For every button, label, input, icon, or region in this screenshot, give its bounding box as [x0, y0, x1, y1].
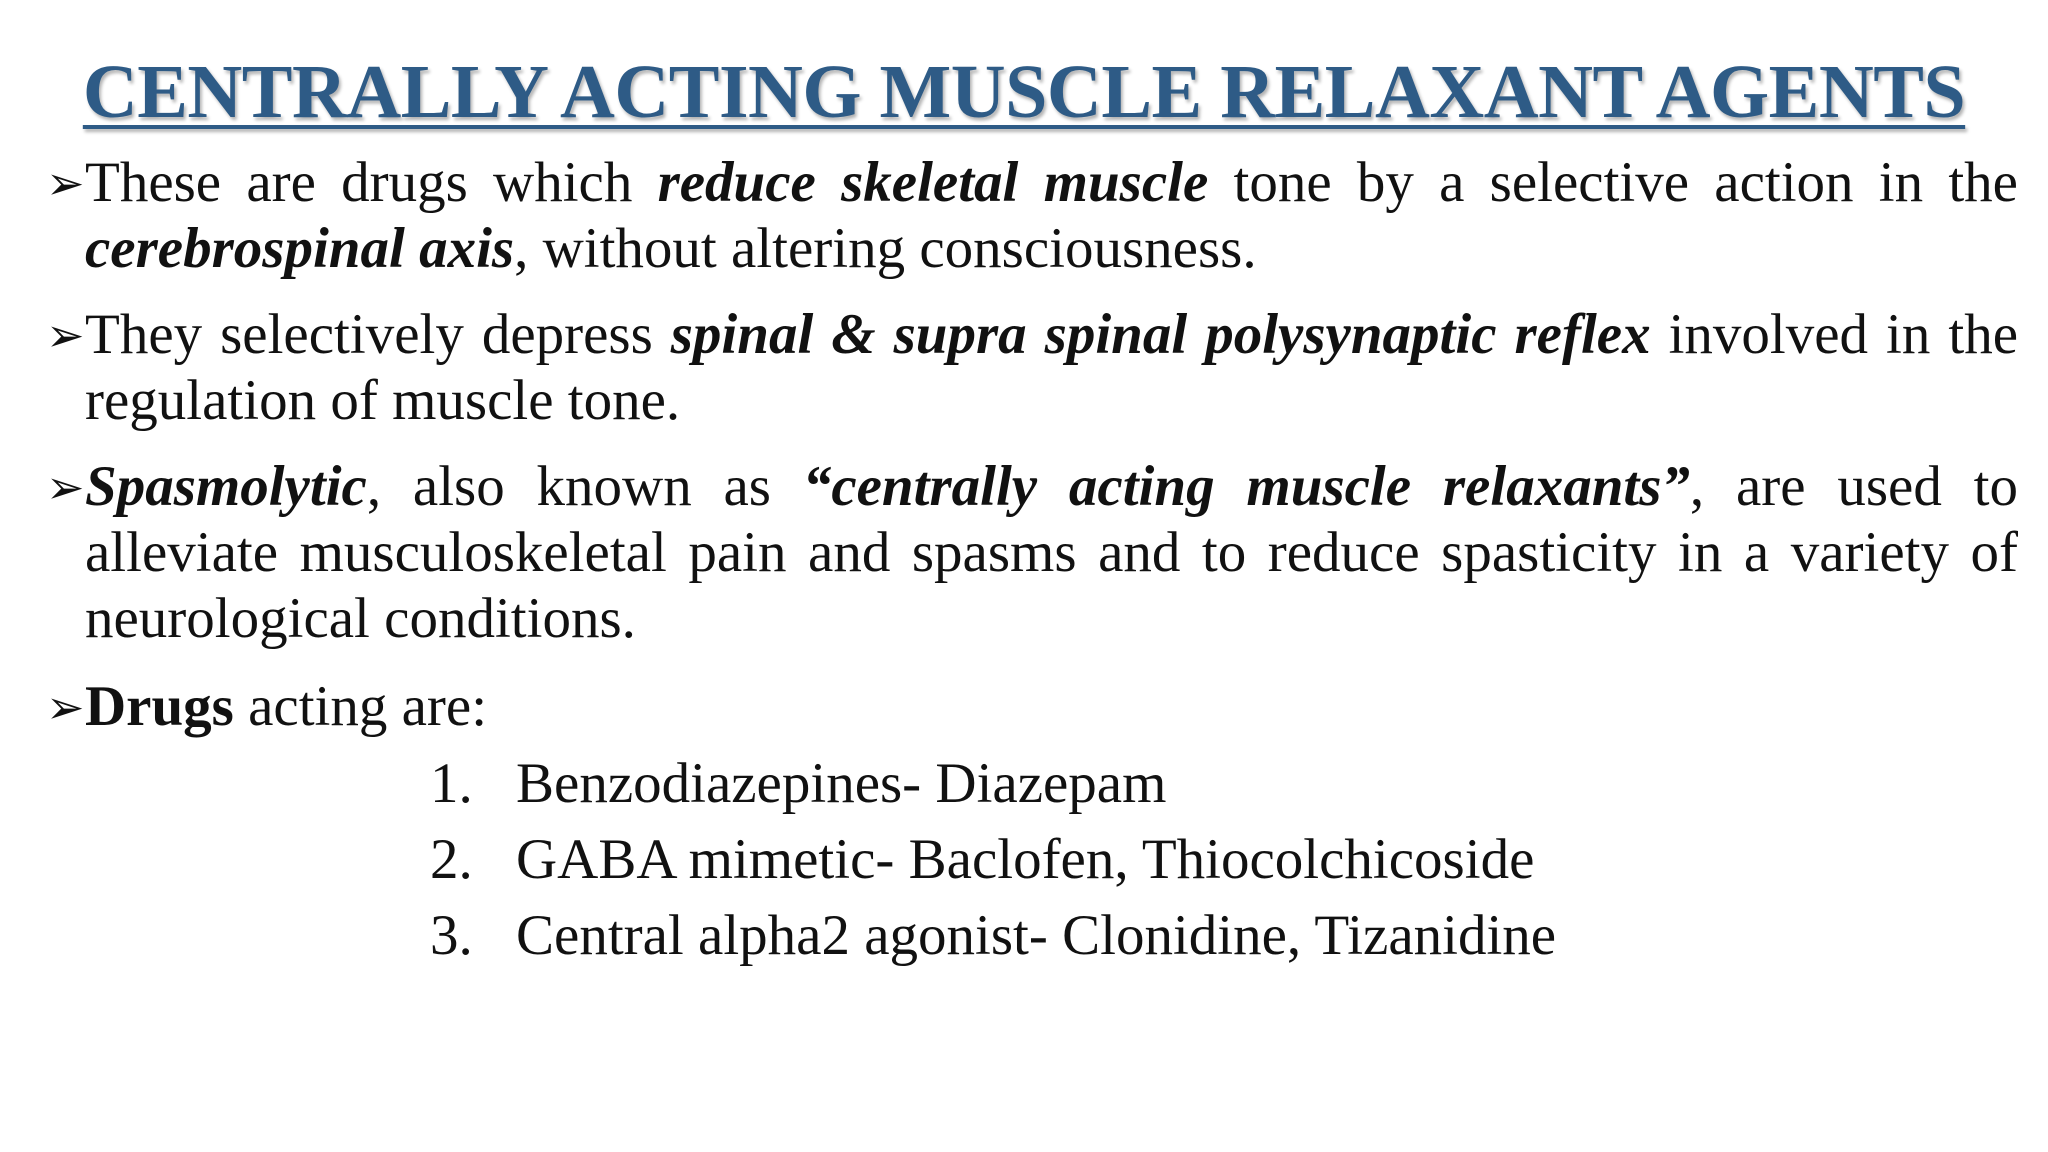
list-number: 3. — [430, 904, 473, 967]
drug-list — [430, 746, 2048, 974]
bullet-spasmolytic — [46, 454, 2019, 652]
list-item — [430, 746, 2048, 822]
arrowhead-bullet-icon: ➢ — [46, 308, 85, 362]
bullet-drugs — [46, 674, 2018, 740]
arrowhead-bullet-icon: ➢ — [46, 156, 85, 210]
slide-title: CENTRALLY ACTING MUSCLE RELAXANT AGENTS — [82, 50, 1966, 134]
emphasis-text: Spasmolytic — [85, 455, 367, 518]
list-item — [430, 898, 2048, 974]
list-item-text: Central alpha2 agonist- Clonidine, Tizanidine — [516, 904, 1557, 967]
bullet-text: acting are: — [233, 675, 488, 738]
arrowhead-bullet-icon: ➢ — [46, 680, 85, 734]
bullet-text: involved in the regulation of muscle tone. — [85, 303, 2018, 432]
emphasis-text: Drugs — [85, 675, 234, 738]
bullet-text: , are used to alleviate musculoskeletal pain and spasms and to reduce spasticity in a variety of neurological conditions. — [85, 455, 2019, 650]
emphasis-text: spinal & supra spinal polysynaptic reflex — [670, 303, 1651, 366]
list-number: 1. — [430, 752, 473, 815]
emphasis-text: “centrally acting muscle relaxants” — [802, 455, 1690, 518]
bullet-text: , also known as — [366, 455, 803, 518]
list-item — [430, 822, 2048, 898]
list-item-text: GABA mimetic- Baclofen, Thiocolchicoside — [516, 828, 1535, 891]
list-item-text: Benzodiazepines- Diazepam — [516, 752, 1167, 815]
bullet-text: They selectively depress — [85, 303, 671, 366]
bullet-mechanism — [46, 302, 2018, 434]
bullet-text: tone by a selective action in the — [1208, 151, 2018, 214]
list-number: 2. — [430, 828, 473, 891]
arrowhead-bullet-icon: ➢ — [46, 460, 85, 514]
bullet-text: These are drugs which — [85, 151, 658, 214]
bullet-definition — [46, 150, 2018, 282]
slide-content — [46, 150, 2019, 974]
bullet-text: , without altering consciousness. — [514, 217, 1257, 280]
emphasis-text: reduce skeletal muscle — [657, 151, 1209, 214]
emphasis-text: cerebrospinal axis — [85, 217, 515, 280]
